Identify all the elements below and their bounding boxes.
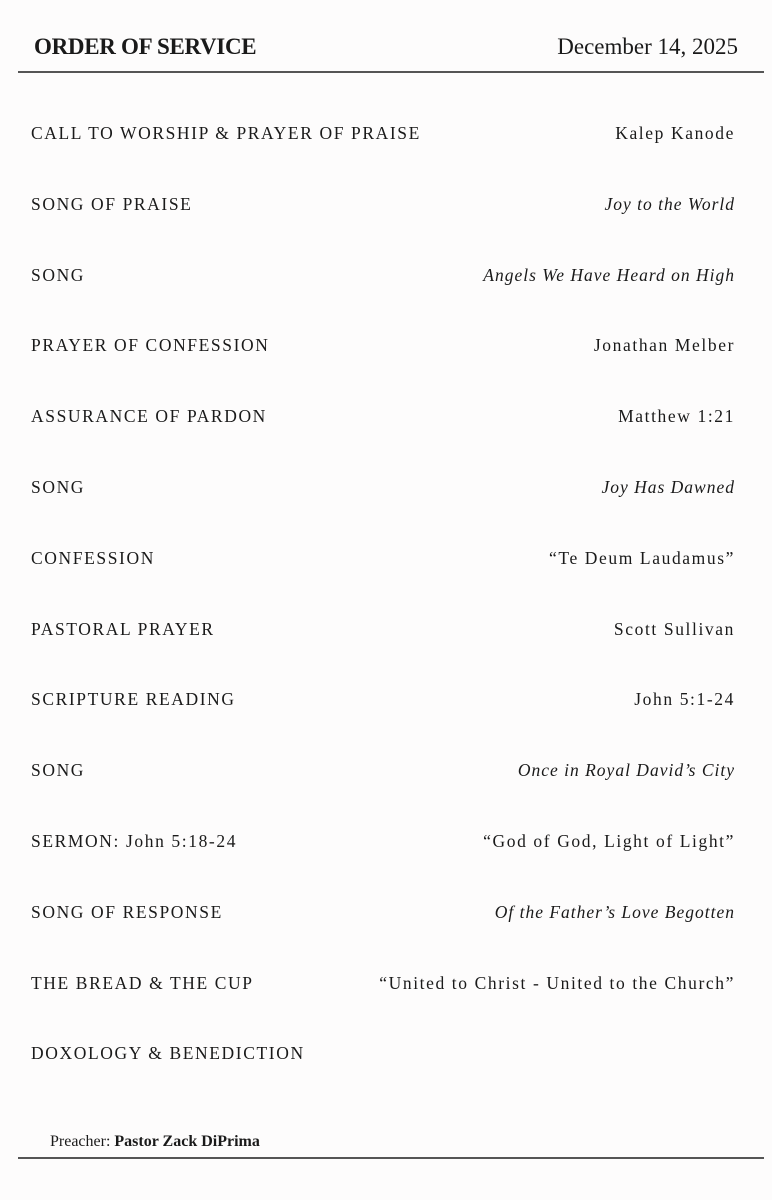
header-divider bbox=[18, 71, 764, 73]
preacher-label: Preacher: bbox=[50, 1133, 111, 1150]
service-order-list bbox=[31, 118, 735, 1109]
service-item bbox=[31, 543, 735, 614]
service-item-label: PRAYER OF CONFESSION bbox=[31, 335, 270, 356]
service-item-label: THE BREAD & THE CUP bbox=[31, 972, 254, 993]
preacher-line bbox=[50, 1133, 260, 1151]
service-item-label: SONG bbox=[31, 760, 86, 781]
service-item-value: Matthew 1:21 bbox=[618, 406, 735, 427]
header bbox=[34, 34, 738, 66]
service-item-label: SERMON: John 5:18-24 bbox=[31, 830, 238, 851]
service-item-value: Angels We Have Heard on High bbox=[483, 264, 735, 285]
service-item bbox=[31, 118, 735, 189]
service-item-value: Once in Royal David’s City bbox=[517, 760, 735, 781]
service-item bbox=[31, 755, 735, 826]
service-item-value: Joy to the World bbox=[604, 193, 735, 214]
service-item-label: DOXOLOGY & BENEDICTION bbox=[31, 1043, 305, 1064]
service-item-value: Of the Father’s Love Begotten bbox=[494, 901, 735, 922]
service-item bbox=[31, 260, 735, 331]
service-item bbox=[31, 472, 735, 543]
service-item-label: SONG bbox=[31, 476, 86, 497]
service-item-label: SONG OF PRAISE bbox=[31, 193, 193, 214]
preacher-name: Pastor Zack DiPrima bbox=[114, 1133, 260, 1150]
service-item-label: CONFESSION bbox=[31, 547, 155, 568]
service-item-value: John 5:1-24 bbox=[634, 689, 735, 710]
service-item bbox=[31, 684, 735, 755]
service-item-value: “God of God, Light of Light” bbox=[483, 830, 735, 851]
service-item bbox=[31, 968, 735, 1039]
service-item bbox=[31, 897, 735, 968]
footer-divider bbox=[18, 1157, 764, 1159]
page-title: ORDER OF SERVICE bbox=[34, 34, 257, 59]
service-item-label: CALL TO WORSHIP & PRAYER OF PRAISE bbox=[31, 123, 421, 143]
service-item bbox=[31, 614, 735, 685]
service-item-label: SONG bbox=[31, 264, 86, 285]
service-item-label: SONG OF RESPONSE bbox=[31, 901, 223, 922]
service-item bbox=[31, 826, 735, 897]
service-item-value: Kalep Kanode bbox=[615, 123, 735, 143]
service-item bbox=[31, 1038, 735, 1109]
service-item-value: Scott Sullivan bbox=[613, 618, 735, 639]
service-item-value: Joy Has Dawned bbox=[601, 476, 735, 497]
service-item-label: PASTORAL PRAYER bbox=[31, 618, 215, 639]
service-item-value: “Te Deum Laudamus” bbox=[549, 547, 735, 568]
service-item-label: ASSURANCE OF PARDON bbox=[31, 406, 267, 427]
service-date: December 14, 2025 bbox=[557, 34, 738, 59]
service-item bbox=[31, 189, 735, 260]
service-item-value: “United to Christ - United to the Church” bbox=[379, 972, 735, 993]
service-item-label: SCRIPTURE READING bbox=[31, 689, 236, 710]
service-item bbox=[31, 330, 735, 401]
service-item-value: Jonathan Melber bbox=[593, 335, 735, 356]
service-item bbox=[31, 401, 735, 472]
